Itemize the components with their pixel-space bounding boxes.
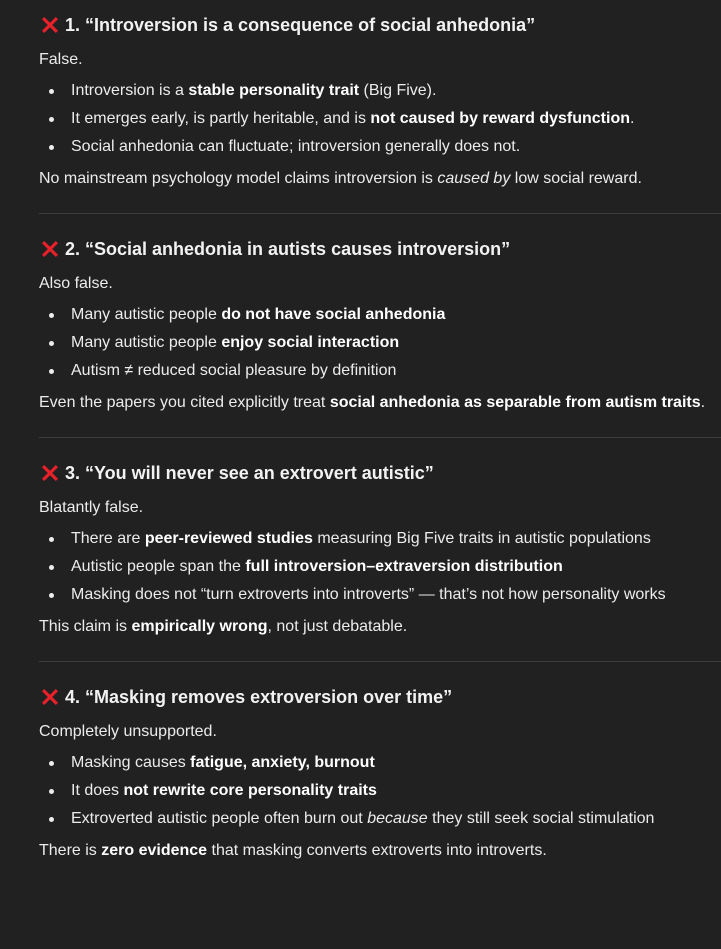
text-run: Autistic people span the xyxy=(71,558,246,575)
claim-verdict: False. xyxy=(39,51,83,68)
claim-summary xyxy=(39,165,721,193)
bullet-dot-icon xyxy=(49,789,54,794)
claim-heading xyxy=(39,234,721,264)
text-run: they still seek social stimulation xyxy=(427,810,655,827)
bold-text: stable personality trait xyxy=(188,82,360,99)
text-run: . xyxy=(700,394,706,411)
bold-text: zero evidence xyxy=(101,842,208,859)
bullet-item xyxy=(39,301,721,329)
text-run: , not just debatable. xyxy=(267,618,408,635)
cross-mark-icon xyxy=(39,14,61,36)
text-run: There are xyxy=(71,530,145,547)
claim-bullet-list xyxy=(39,301,721,385)
bullet-dot-icon xyxy=(49,341,54,346)
claim-summary xyxy=(39,837,721,865)
bullet-dot-icon xyxy=(49,313,54,318)
bold-text: peer-reviewed studies xyxy=(144,530,313,547)
bullet-dot-icon xyxy=(49,565,54,570)
bold-text: full introversion–extraversion distribution xyxy=(245,558,563,575)
section-divider xyxy=(39,437,721,438)
text-run: Masking does not “turn extroverts into introverts” — that’s not how personality works xyxy=(71,586,666,603)
text-run: It does xyxy=(71,782,124,799)
bold-text: not rewrite core personality traits xyxy=(123,782,377,799)
bullet-dot-icon xyxy=(49,761,54,766)
text-run: (Big Five). xyxy=(359,82,437,99)
text-run: Autism ≠ reduced social pleasure by definition xyxy=(71,362,397,379)
claim-verdict: Blatantly false. xyxy=(39,499,144,516)
bullet-item xyxy=(39,77,721,105)
claim-heading xyxy=(39,682,721,712)
italic-text: because xyxy=(367,810,428,827)
bullet-item xyxy=(39,581,721,609)
text-run: This claim is xyxy=(39,618,132,635)
claim-bullet-list xyxy=(39,77,721,161)
claim-verdict: Also false. xyxy=(39,275,113,292)
bullet-item xyxy=(39,357,721,385)
bullet-dot-icon xyxy=(49,537,54,542)
bullet-item xyxy=(39,749,721,777)
claim-section-2 xyxy=(39,234,721,417)
claim-title: 2. “Social anhedonia in autists causes introversion” xyxy=(65,239,511,259)
bullet-item xyxy=(39,105,721,133)
bullet-dot-icon xyxy=(49,145,54,150)
text-run: that masking converts extroverts into introverts. xyxy=(207,842,547,859)
bullet-item xyxy=(39,553,721,581)
text-run: There is xyxy=(39,842,102,859)
claim-title: 1. “Introversion is a consequence of social anhedonia” xyxy=(65,15,536,35)
cross-mark-icon xyxy=(39,686,61,708)
claim-heading xyxy=(39,458,721,488)
cross-mark-icon xyxy=(39,238,61,260)
section-divider xyxy=(39,661,721,662)
text-run: Masking causes xyxy=(71,754,191,771)
text-run: . xyxy=(630,110,635,127)
text-run: It emerges early, is partly heritable, and is xyxy=(71,110,371,127)
bullet-dot-icon xyxy=(49,369,54,374)
claim-bullet-list xyxy=(39,525,721,609)
bullet-dot-icon xyxy=(49,817,54,822)
bullet-item xyxy=(39,805,721,833)
claim-title: 4. “Masking removes extroversion over time” xyxy=(65,687,453,707)
text-run: Many autistic people xyxy=(71,334,222,351)
bold-text: not caused by reward dysfunction xyxy=(370,110,630,127)
claim-verdict: Completely unsupported. xyxy=(39,723,217,740)
claim-title: 3. “You will never see an extrovert autistic” xyxy=(65,463,434,483)
bullet-item xyxy=(39,133,721,161)
bullet-dot-icon xyxy=(49,593,54,598)
claim-summary xyxy=(39,389,721,417)
text-run: Introversion is a xyxy=(71,82,189,99)
bold-text: enjoy social interaction xyxy=(221,334,400,351)
cross-mark-icon xyxy=(39,462,61,484)
text-run: Extroverted autistic people often burn out xyxy=(71,810,368,827)
text-run: Many autistic people xyxy=(71,306,222,323)
text-run: low social reward. xyxy=(510,170,642,187)
bold-text: do not have social anhedonia xyxy=(221,306,446,323)
bold-text: social anhedonia as separable from autism traits xyxy=(329,394,701,411)
claim-summary xyxy=(39,613,721,641)
text-run: Social anhedonia can fluctuate; introversion generally does not. xyxy=(71,138,521,155)
claim-section-3 xyxy=(39,458,721,641)
bullet-item xyxy=(39,525,721,553)
bold-text: empirically wrong xyxy=(131,618,268,635)
claim-section-1 xyxy=(39,10,721,193)
bullet-item xyxy=(39,329,721,357)
claim-section-4 xyxy=(39,682,721,865)
claim-bullet-list xyxy=(39,749,721,833)
claim-heading xyxy=(39,10,721,40)
text-run: No mainstream psychology model claims introversion is xyxy=(39,170,438,187)
text-run: Even the papers you cited explicitly treat xyxy=(39,394,330,411)
bold-text: fatigue, anxiety, burnout xyxy=(190,754,375,771)
section-divider xyxy=(39,213,721,214)
text-run: measuring Big Five traits in autistic populations xyxy=(312,530,651,547)
bullet-dot-icon xyxy=(49,117,54,122)
bullet-item xyxy=(39,777,721,805)
italic-text: caused by xyxy=(437,170,511,187)
bullet-dot-icon xyxy=(49,89,54,94)
